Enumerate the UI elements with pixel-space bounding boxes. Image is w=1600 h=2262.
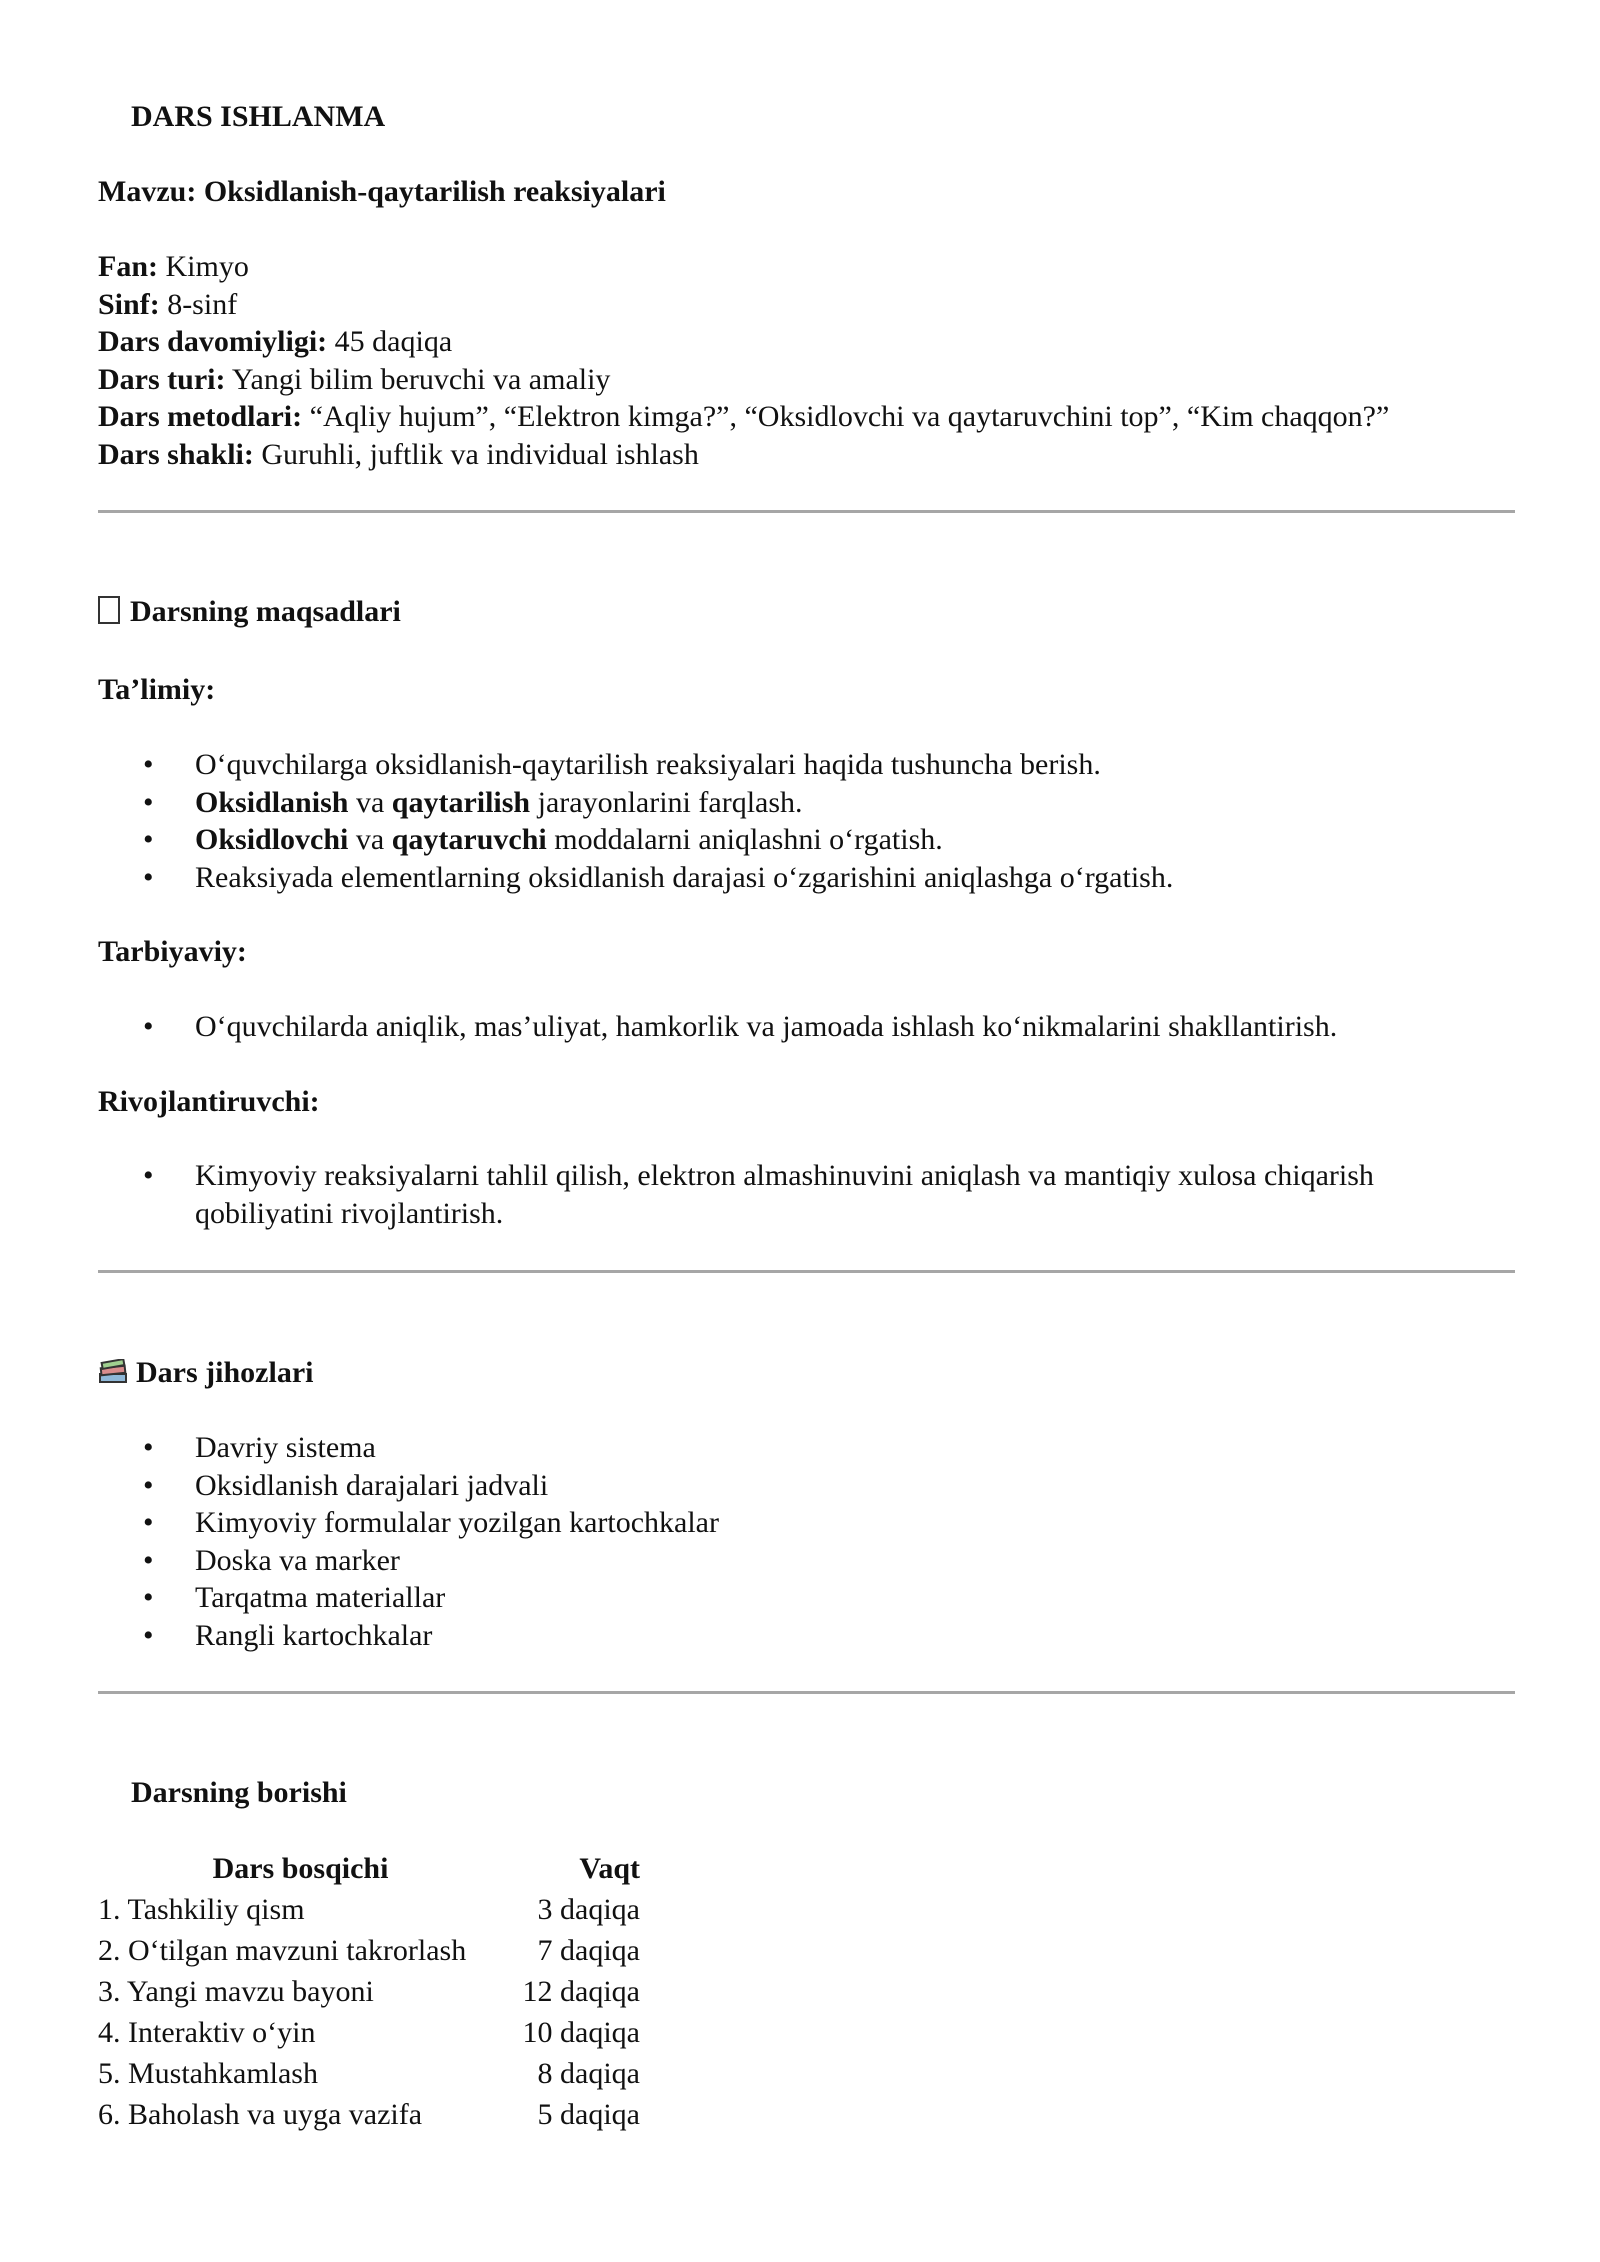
topic-label: Mavzu: xyxy=(98,175,197,208)
text-fragment: jarayonlarini farqlash. xyxy=(537,785,803,819)
topic-value: Oksidlanish-qaytarilish reaksiyalari xyxy=(203,175,666,208)
bold-term: qaytaruvchi xyxy=(391,823,547,856)
educational-heading: Ta’limiy: xyxy=(98,673,216,706)
list-item: • Kimyoviy reaksiyalarni tahlil qilish, elektron almashinuvini aniqlash va mantiqiy xulosa chiqarish qobiliyatini rivojlantirish. xyxy=(98,1157,1490,1232)
list-item: • Davriy sistema xyxy=(98,1429,1500,1467)
info-line-methods xyxy=(98,398,1500,436)
text-fragment: moddalarni aniqlashni o‘rgatish. xyxy=(554,823,943,856)
text-fragment: va xyxy=(355,785,385,819)
list-item: • Reaksiyada elementlarning oksidlanish darajasi o‘zgarishini aniqlashga o‘rgatish. xyxy=(98,859,1500,897)
time-cell: 3 daqiqa xyxy=(537,1892,640,1926)
info-label: Dars davomiyligi: xyxy=(98,325,328,358)
info-value: 8-sinf xyxy=(167,287,238,321)
bold-term: Oksidlanish xyxy=(195,785,349,819)
table-row xyxy=(98,2094,640,2135)
stage-cell: 3. Yangi mavzu bayoni xyxy=(98,1974,374,2008)
list-item: • Rangli kartochkalar xyxy=(98,1617,1500,1655)
info-value: 45 daqiqa xyxy=(334,325,453,358)
info-value: Guruhli, juftlik va individual ishlash xyxy=(261,437,699,471)
info-line-form xyxy=(98,436,1500,474)
info-value: Yangi bilim beruvchi va amaliy xyxy=(231,362,611,396)
goals-heading-text: Darsning maqsadlari xyxy=(130,595,401,628)
upbringing-list xyxy=(98,1008,1500,1046)
upbringing-heading: Tarbiyaviy: xyxy=(98,935,247,968)
info-label: Dars turi: xyxy=(98,362,226,396)
divider xyxy=(98,510,1515,513)
info-label: Dars shakli: xyxy=(98,437,254,471)
table-row xyxy=(98,2012,640,2053)
table-header-row xyxy=(98,1848,640,1889)
info-value: Kimyo xyxy=(165,250,249,283)
time-cell: 5 daqiqa xyxy=(537,2097,640,2131)
list-item: • Doska va marker xyxy=(98,1542,1500,1580)
developmental-heading: Rivojlantiruvchi: xyxy=(98,1085,320,1118)
list-item: • O‘quvchilarda aniqlik, mas’uliyat, hamkorlik va jamoada ishlash ko‘nikmalarini shakllantirish. xyxy=(98,1008,1500,1046)
equipment-heading-text: Dars jihozlari xyxy=(136,1356,314,1389)
list-item: • Oksidlanish darajalari jadvali xyxy=(98,1467,1500,1505)
divider xyxy=(98,1270,1515,1273)
lesson-info xyxy=(98,248,1500,473)
info-label: Sinf: xyxy=(98,287,160,321)
stage-cell: 4. Interaktiv o‘yin xyxy=(98,2015,316,2049)
stage-cell: 2. O‘tilgan mavzuni takrorlash xyxy=(98,1933,467,1967)
books-icon xyxy=(98,1359,128,1385)
info-label: Fan: xyxy=(98,250,158,283)
time-cell: 7 daqiqa xyxy=(537,1933,640,1967)
time-cell: 12 daqiqa xyxy=(522,1974,640,2008)
text-fragment: va xyxy=(355,823,385,856)
list-item xyxy=(98,784,1500,822)
developmental-list xyxy=(98,1157,1490,1232)
missing-glyph-icon xyxy=(98,596,120,624)
time-cell: 10 daqiqa xyxy=(522,2015,640,2049)
equipment-list xyxy=(98,1429,1500,1654)
table-row xyxy=(98,1889,640,1930)
list-item: • O‘quvchilarga oksidlanish-qaytarilish reaksiyalari haqida tushuncha berish. xyxy=(98,746,1500,784)
info-line-duration xyxy=(98,323,1500,361)
stage-cell: 5. Mustahkamlash xyxy=(98,2056,318,2090)
document-title: DARS ISHLANMA xyxy=(131,100,386,133)
list-item: • Tarqatma materiallar xyxy=(98,1579,1500,1617)
info-line-type xyxy=(98,361,1500,399)
bold-term: qaytarilish xyxy=(391,785,531,819)
educational-list xyxy=(98,746,1500,896)
list-item xyxy=(98,821,1500,859)
info-value: “Aqliy hujum”, “Elektron kimga?”, “Oksidlovchi va qaytaruvchini top”, “Kim chaqqon?” xyxy=(309,400,1390,433)
info-label: Dars metodlari: xyxy=(98,400,303,433)
list-item: • Kimyoviy formulalar yozilgan kartochkalar xyxy=(98,1504,1500,1542)
info-line-grade xyxy=(98,286,1500,324)
table-row xyxy=(98,1971,640,2012)
stage-cell: 1. Tashkiliy qism xyxy=(98,1892,305,1926)
table-row xyxy=(98,2053,640,2094)
time-cell: 8 daqiqa xyxy=(537,2056,640,2090)
stage-cell: 6. Baholash va uyga vazifa xyxy=(98,2097,423,2131)
bold-term: Oksidlovchi xyxy=(195,823,349,856)
column-header-time: Vaqt xyxy=(579,1851,640,1885)
topic-line xyxy=(98,173,1500,211)
equipment-heading xyxy=(98,1354,1500,1392)
progress-heading: Darsning borishi xyxy=(131,1776,347,1809)
progress-table xyxy=(98,1848,640,2135)
table-row xyxy=(98,1930,640,1971)
info-line-subject xyxy=(98,248,1500,286)
goals-heading xyxy=(98,593,1500,631)
divider xyxy=(98,1691,1515,1694)
column-header-stage: Dars bosqichi xyxy=(212,1851,389,1885)
